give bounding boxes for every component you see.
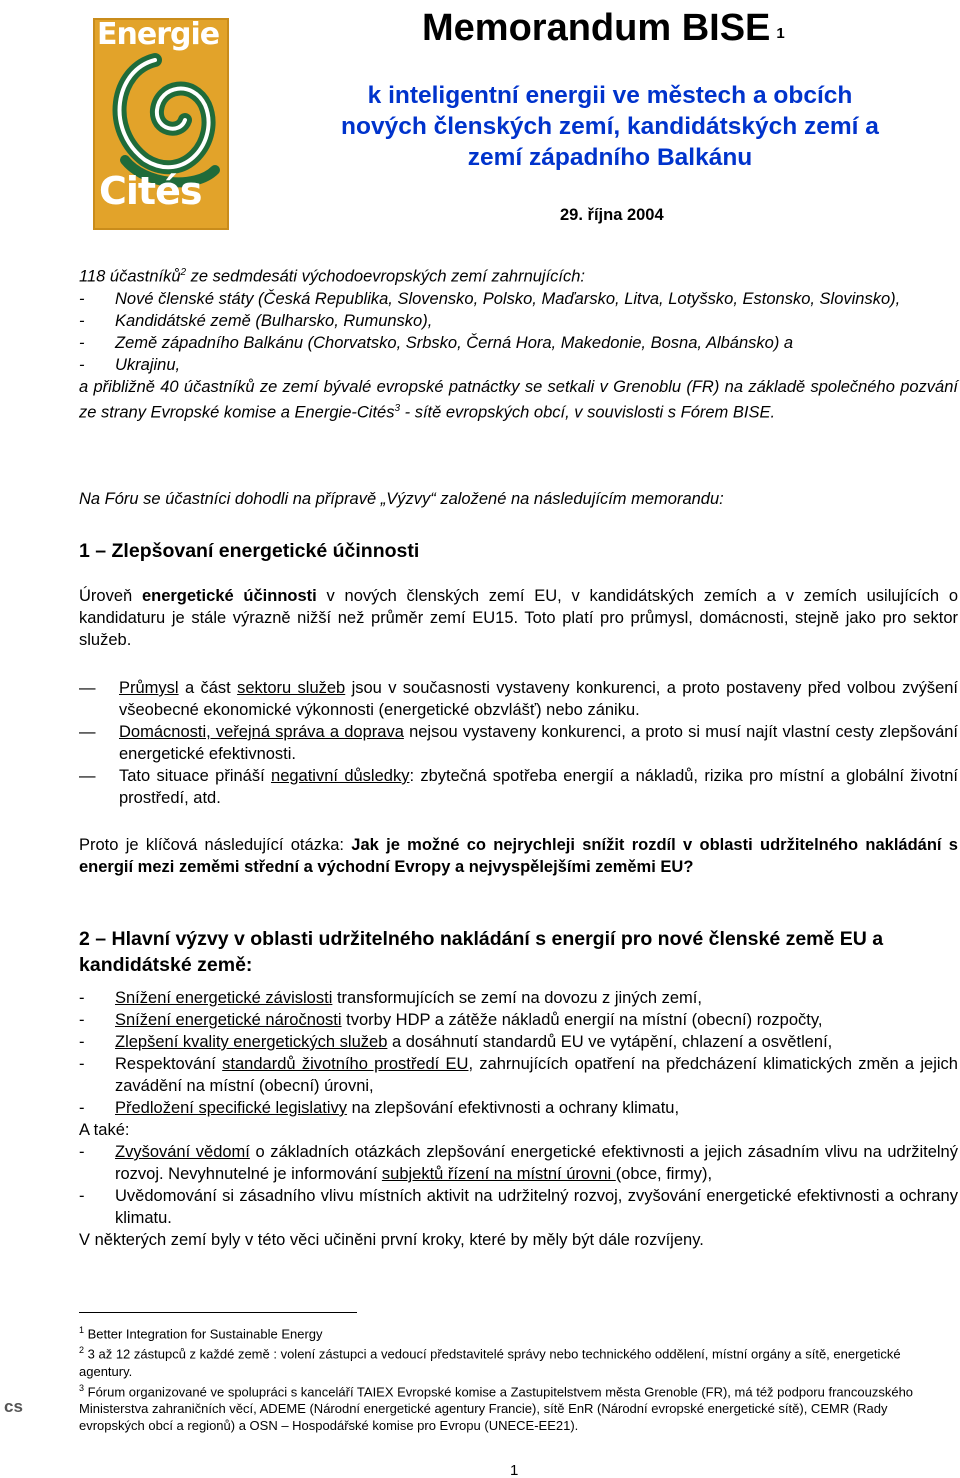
list-item: — Tato situace přináší negativní důsledky: zbytečná spotřeba energií a nákladů, rizika pro místní a globální životní prostředí, atd. xyxy=(79,767,958,807)
list-item: - Respektování standardů životního prostředí EU, zahrnujících opatření na předcházení klimatických změn a jejich zavádění na místní (obecní) úrovni, xyxy=(79,1055,958,1095)
list-item: - Snížení energetické závislosti transformujících se zemí na dovozu z jiných zemí, xyxy=(79,989,702,1007)
list-item: - Zlepšení kvality energetických služeb a dosáhnutí standardů EU ve vytápění, chlazení a osvětlení, xyxy=(79,1033,833,1051)
section-2-heading: 2 – Hlavní výzvy v oblasti udržitelného nakládání s energií pro nové členské země EU a kandidátské země: xyxy=(79,928,884,976)
logo-top-text: Energie xyxy=(97,18,220,52)
footnote: $^3$ Fórum organizované ve spolupráci s kanceláří TAIEX Evropské komise a Zastupitelstvem města Grenoble (FR), má též podporu francouzského Ministerstva zahraničních věcí, ADEME (Národní energetické agentury Francie), sítě EnR (Národní evropské energetické sítě), CEMR (Rady evropských obcí a regionů) a OSN – Hospodářské komise pro Evropu (UNECE-EE21). xyxy=(79,1382,914,1433)
footnotes xyxy=(79,1322,949,1434)
title-footnote-ref: 1 xyxy=(776,25,785,42)
list-item: — Domácnosti, veřejná správa a doprava nejsou vystaveny konkurenci, a proto si musí najít vlastní cesty zlepšování energetické efektivnosti. xyxy=(79,723,959,763)
logo-bottom-text: Cités xyxy=(99,169,202,213)
document-date: 29. října 2004 xyxy=(560,206,664,224)
page-number: 1 xyxy=(510,1462,519,1478)
section-1-bullets xyxy=(79,677,958,809)
footnote: $^2$ 3 až 12 zástupců z každé země : volení zástupci a vedoucí představitelé správy nebo technického oddělení, místní orgány a sítě, energetické agentury. xyxy=(79,1345,901,1379)
list-item: - Ukrajinu, xyxy=(79,355,181,374)
also-label: A také: xyxy=(79,1121,130,1139)
document-subtitle: k inteligentní energii ve městech a obcích nových členských zemí, kandidátských zemí a zemí západního Balkánu xyxy=(341,82,879,171)
section-2-list xyxy=(79,987,958,1251)
footnote-divider xyxy=(79,1312,357,1313)
list-item: — Průmysl a část sektoru služeb jsou v současnosti vystaveny konkurenci, a proto postaveny před volbou zvýšení všeobecné ekonomické výkonnosti (energetické obzvlášť) nebo zániku. xyxy=(79,679,959,719)
closing-paragraph: V některých zemí byly v této věci učiněni první kroky, které by měly být dále rozvíjeny. xyxy=(79,1231,704,1249)
list-item: - Snížení energetické náročnosti tvorby HDP a zátěže nákladů energií na místní (obecní) rozpočty, xyxy=(79,1011,823,1029)
forum-line: Na Fóru se účastníci dohodli na přípravě „Výzvy“ založené na následujícím memorandu: xyxy=(79,490,724,508)
list-item: - Země západního Balkánu (Chorvatsko, Srbsko, Černá Hora, Makedonie, Bosna, Albánsko) a xyxy=(79,333,794,352)
language-code: cs xyxy=(4,1397,23,1416)
list-item: - Nové členské státy (Česká Republika, Slovensko, Polsko, Maďarsko, Litva, Lotyšsko, Estonsko, Slovinsko), xyxy=(79,289,901,308)
key-question: Proto je klíčová následující otázka: Jak je možné co nejrychleji snížit rozdíl v oblasti udržitelného nakládání s energií mezi zeměmi střední a východní Evropy a nejvyspělejšími zeměmi EU? xyxy=(79,836,958,876)
energie-cites-logo xyxy=(93,18,229,230)
footnote: $^1$ Better Integration for Sustainable Energy xyxy=(79,1325,323,1342)
document-title: Memorandum BISE $^1$ xyxy=(422,7,785,49)
list-item: - Předložení specifické legislativy na zlepšování efektivnosti a ochrany klimatu, xyxy=(79,1099,680,1117)
list-item: - Zvyšování vědomí o základních otázkách zlepšování energetické efektivnosti a jejich zásadním vlivu na udržitelný rozvoj. Nevyhnutelné je informování subjektů řízení na místní úrovni (obce, firmy), xyxy=(79,1143,958,1183)
list-item: - Kandidátské země (Bulharsko, Rumunsko), xyxy=(79,311,433,330)
section-1-paragraph: Úroveň energetické účinnosti v nových členských zemí EU, v kandidátských zemích a v zemích usilujících o kandidaturu je stále výrazně nižší než průměr zemí EU15. Toto platí pro průmysl, domácnosti, stejně jako pro sektor služeb. xyxy=(79,587,958,649)
intro-paragraph: a přibližně 40 účastníků ze zemí bývalé evropské patnáctky se setkali v Grenoblu (FR) na základě společného pozvání ze strany Evropské komise a Energie-Cités$^3$ - sítě evropských obcí, v souvislosti s Fórem BISE. xyxy=(79,377,958,421)
intro-first-line: 118 účastníků$^2$ ze sedmdesáti východoevropských zemí zahrnujících: xyxy=(79,267,586,286)
intro-block xyxy=(79,262,958,423)
list-item: - Uvědomování si zásadního vlivu místních aktivit na udržitelný rozvoj, zvyšování energetické efektivnosti a ochrany klimatu. xyxy=(79,1187,958,1227)
section-1-heading: 1 – Zlepšovaní energetické účinnosti xyxy=(79,540,420,562)
